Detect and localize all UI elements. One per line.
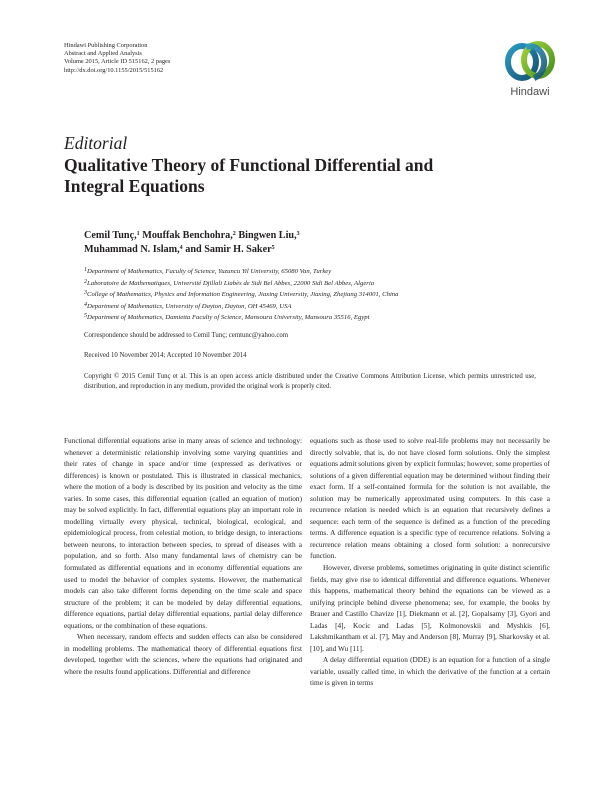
hindawi-rings-icon xyxy=(500,38,560,84)
body-paragraph: A delay differential equation (DDE) is an equation for a function of a single variable, usually called time, in which the derivative of the function at a certain time is given in terms xyxy=(310,655,550,688)
doi-link[interactable]: http://dx.doi.org/10.1155/2015/515162 xyxy=(64,66,164,74)
article-title: Qualitative Theory of Functional Differential and Integral Equations xyxy=(64,155,434,196)
author-list xyxy=(84,229,504,256)
affiliation-list xyxy=(84,266,544,324)
author: Cemil Tunç,$^1$ xyxy=(84,230,140,241)
article-type: Editorial xyxy=(64,133,128,153)
correspondence-note: Correspondence should be addressed to Cemil Tunç; cemtunc@yahoo.com xyxy=(84,332,289,339)
body-column-right xyxy=(310,435,550,689)
author: Muhammad N. Islam,$^4$ xyxy=(84,243,183,255)
author: Bingwen Liu,$^3$ xyxy=(238,230,300,241)
hindawi-logo xyxy=(500,38,560,106)
body-paragraph: However, diverse problems, sometimes originating in quite distinct scientific fields, may give rise to identical differential and difference equations. Whenever this happens, mathematical theory behind the equations can be viewed as a unifying principle behind diverse phenomena; see, for example, the books by Brauer and Castillo Chavize [1], Diekmann et al. [2], Gopalsamy [3], Gyori and Ladas [4], Kocic and Ladas [5], Kolmonovskii and Myshkis [6], Lakshmikantham et al. [7], May and Anderson [8], Murray [9], Sharkovsky et al. [10], and Wu [11]. xyxy=(310,563,550,653)
affiliation: $^5$Department of Mathematics, Damietta Faculty of Science, Mansoura University, Mansoura 35516, Egypt xyxy=(84,313,370,321)
affiliation: $^2$Laboratoire de Mathematiques, Université Djillali Liabès de Sidi Bel Abbes, 22000 Sidi Bel Abbes, Algeria xyxy=(84,278,375,287)
affiliation: $^4$Department of Mathematics, University of Dayton, Dayton, OH 45469, USA xyxy=(84,301,292,310)
body-paragraph: When necessary, random effects and sudden effects can also be considered in modelling problems. The mathematical theory of differential equations first developed, together with the sciences, where the equations had originated and where the results found applications. Differential and difference xyxy=(64,632,302,676)
author: Mouffak Benchohra,$^2$ xyxy=(142,230,236,241)
body-paragraph: equations such as those used to solve real-life problems may not necessarily be directly solvable, that is, do not have closed form solutions. Only the simplest equations admit solutions given by explicit formulas; however, some properties of solutions of a given differential equation may be determined without finding their exact form. If a self-contained formula for the solution is not available, the solution may be numerically approximated using computers. In this case a recurrence relation is needed which is an equation that recursively defines a sequence: each term of the sequence is defined as a function of the preceding terms. A difference equation is a specific type of recurrence relations. Solving a recurrence relation means obtaining a closed form solution: a nonrecursive function. xyxy=(310,436,550,561)
body-paragraph: Functional differential equations arise in many areas of science and technology: whenever a deterministic relationship involving some varying quantities and their rates of change in space and/or time (expressed as derivatives or differences) is known or postulated. This is illustrated in classical mechanics, where the motion of a body is described by its position and velocity as the time varies. In some cases, this differential equation (called an equation of motion) may be solved explicitly. In fact, differential equations play an important role in modelling virtually every physical, technical, biological, ecological, and epidemiological process, from celestial motion, to bridge design, to interactions between neurons, to interaction between species, to spread of diseases with a population, and so forth. Also many fundamental laws of chemistry can be formulated as differential equations and in economy differential equations are used to model the behavior of complex systems. However, the mathematical models can also take different forms depending on the time scale and space structure of the problem; it can be modeled by delay differential equations, difference equations, partial delay differential equations, partial delay difference equations, or the combination of these equations. xyxy=(64,436,302,630)
body-column-left xyxy=(64,435,302,677)
volume-info: Volume 2015, Article ID 515162, 2 pages xyxy=(64,58,171,66)
publisher-name: Hindawi Publishing Corporation xyxy=(64,42,148,49)
logo-wordmark: Hindawi xyxy=(510,86,550,98)
affiliation: $^1$Department of Mathematics, Faculty of Science, Yuzuncu Yil University, 65080 Van, Turkey xyxy=(84,267,332,275)
copyright-notice: Copyright © 2015 Cemil Tunç et al. This is an open access article distributed under the Creative Commons Attribution License, which permits unrestricted use, distribution, and reproduction in any medium, provided the original work is properly cited. xyxy=(84,373,536,390)
author: and Samir H. Saker$^5$ xyxy=(185,243,275,255)
journal-name: Abstract and Applied Analysis xyxy=(64,50,142,58)
received-dates: Received 10 November 2014; Accepted 10 November 2014 xyxy=(84,352,247,359)
journal-header xyxy=(64,42,170,75)
affiliation: $^3$College of Mathematics, Physics and Information Engineering, Jiaxing University, Jiaxing, Zhejiang 314001, China xyxy=(84,290,399,298)
